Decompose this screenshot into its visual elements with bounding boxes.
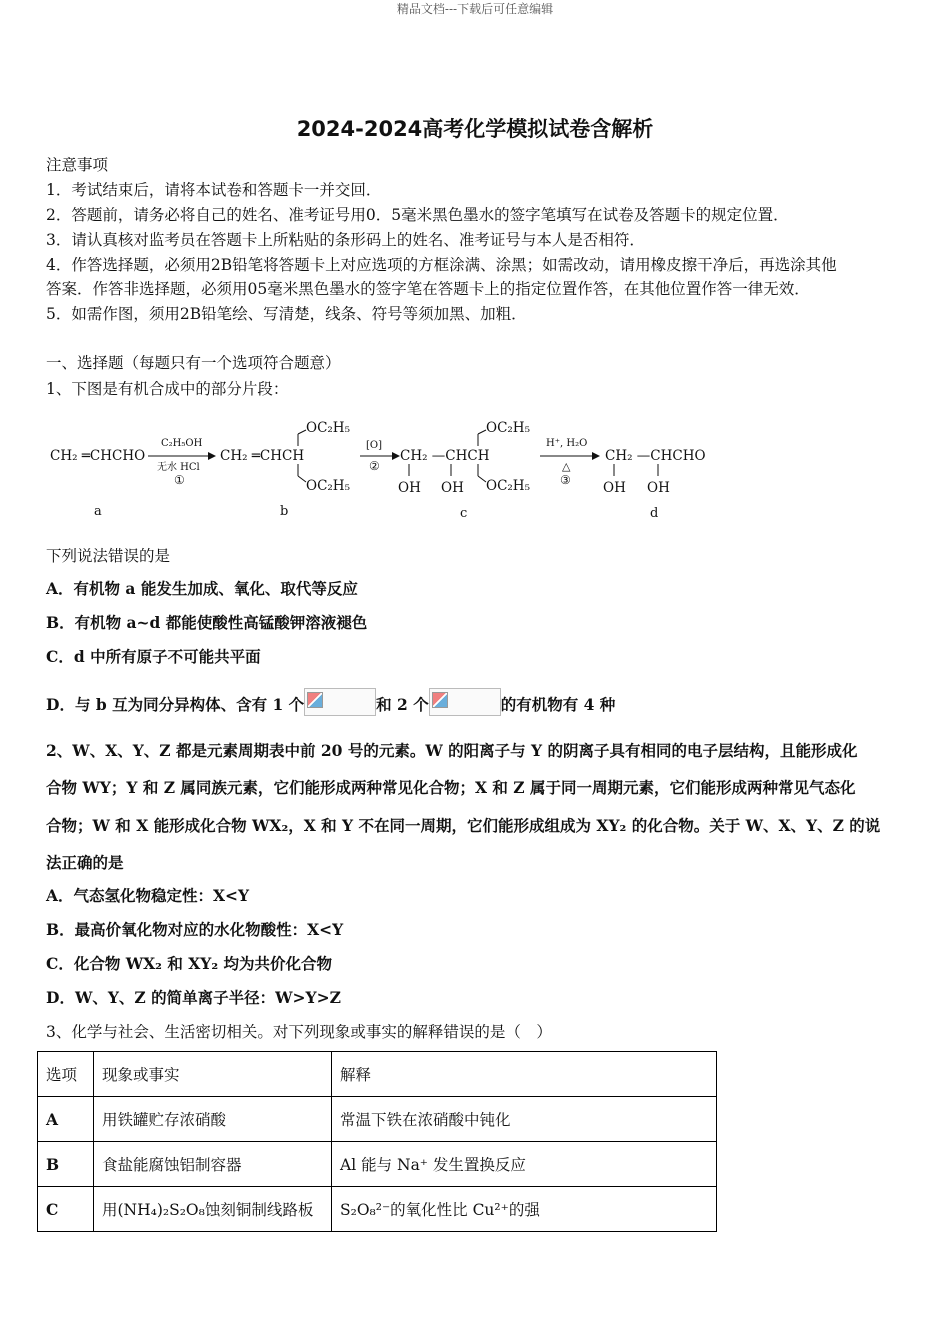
arrow-2-step: ②: [369, 459, 380, 473]
arrow-3-head: [592, 452, 600, 460]
q2-stem-line: 合物 WY；Y 和 Z 属同族元素，它们能形成两种常见化合物；X 和 Z 属于同一周期元素，它们能形成两种常见气态化: [46, 778, 856, 797]
q2-stem-line: 2、W、X、Y、Z 都是元素周期表中前 20 号的元素。W 的阳离子与 Y 的阴离子具有相同的电子层结构，且能形成化: [46, 741, 858, 760]
compound-c: CH₂ —CHCH: [400, 448, 490, 464]
arrow-3-heat: △: [562, 460, 571, 473]
d-hydroxyl-2: OH: [647, 480, 670, 496]
table-header-cell: 选项: [38, 1052, 94, 1097]
q3-stem: 3、化学与社会、生活密切相关。对下列现象或事实的解释错误的是（ ）: [46, 1023, 552, 1041]
arrow-1-reagent: C₂H₅OH: [161, 438, 203, 449]
arrow-3-step: ③: [560, 473, 571, 487]
broken-image-icon: [304, 688, 376, 716]
b-substituent-top: OC₂H₅: [306, 420, 350, 436]
notice-item: 3．请认真核对监考员在答题卡上所粘贴的条形码上的姓名、准考证号与本人是否相符．: [46, 231, 645, 249]
arrow-2-reagent: [O]: [366, 440, 383, 451]
table-cell: 常温下铁在浓硝酸中钝化: [332, 1097, 717, 1142]
bond: [298, 430, 306, 434]
notice-item: 1．考试结束后，请将本试卷和答题卡一并交回．: [46, 181, 382, 199]
table-cell: C: [38, 1187, 94, 1232]
c-hydroxyl-1: OH: [398, 480, 421, 496]
q1-option-a: A．有机物 a 能发生加成、氧化、取代等反应: [46, 579, 358, 598]
b-substituent-bottom: OC₂H₅: [306, 478, 350, 494]
q1-stem: 1、下图是有机合成中的部分片段：: [46, 380, 289, 398]
table-row: [38, 1187, 717, 1232]
table-header-row: [38, 1052, 717, 1097]
broken-image-icon: [429, 688, 501, 716]
table-cell: B: [38, 1142, 94, 1187]
q1-option-d-post: 的有机物有 4 种: [500, 695, 616, 714]
table-cell: 食盐能腐蚀铝制容器: [94, 1142, 332, 1187]
table-cell: Al 能与 Na⁺ 发生置换反应: [332, 1142, 717, 1187]
q1-option-d-pre: D．与 b 互为同分异构体、含有 1 个: [46, 695, 305, 714]
arrow-2-head: [392, 452, 400, 460]
c-substituent-top: OC₂H₅: [486, 420, 530, 436]
compound-a: CH₂ ═CHCHO: [50, 448, 146, 464]
page-title: 2024-2024高考化学模拟试卷含解析: [296, 117, 654, 141]
q1-option-d-mid: 和 2 个: [376, 695, 429, 714]
table-cell: 用铁罐贮存浓硝酸: [94, 1097, 332, 1142]
c-hydroxyl-2: OH: [441, 480, 464, 496]
table-cell: A: [38, 1097, 94, 1142]
label-a: a: [94, 504, 102, 519]
q1-question: 下列说法错误的是: [46, 547, 171, 565]
q1-option-c: C．d 中所有原子不可能共平面: [46, 647, 261, 666]
c-substituent-bottom: OC₂H₅: [486, 478, 530, 494]
table-row: [38, 1097, 717, 1142]
compound-d: CH₂ —CHCHO: [605, 448, 706, 464]
compound-b: CH₂ ═CHCH: [220, 448, 305, 464]
table-cell: 用(NH₄)₂S₂O₈蚀刻铜制线路板: [94, 1187, 332, 1232]
bond: [478, 430, 486, 434]
arrow-1-head: [208, 452, 216, 460]
q2-stem-line: 法正确的是: [46, 853, 124, 872]
arrow-1-condition: 无水 HCl: [157, 462, 200, 473]
q2-stem-line: 合物；W 和 X 能形成化合物 WX₂，X 和 Y 不在同一周期，它们能形成组成为 XY₂ 的化合物。关于 W、X、Y、Z 的说: [46, 816, 881, 835]
table-row: [38, 1142, 717, 1187]
notice-item: 4．作答选择题，必须用2B铅笔将答题卡上对应选项的方框涂满、涂黑；如需改动，请用橡皮擦干净后，再选涂其他: [46, 256, 837, 274]
d-hydroxyl-1: OH: [603, 480, 626, 496]
notice-item: 5．如需作图，须用2B铅笔绘、写清楚，线条、符号等须加黑、加粗．: [46, 305, 527, 323]
q1-option-b: B．有机物 a~d 都能使酸性高锰酸钾溶液褪色: [46, 613, 368, 632]
table-header-cell: 现象或事实: [94, 1052, 332, 1097]
q2-option-d: D．W、Y、Z 的简单离子半径：W>Y>Z: [46, 988, 341, 1007]
label-d: d: [650, 506, 659, 521]
bond: [298, 476, 306, 482]
notice-item: 2．答题前，请务必将自己的姓名、准考证号用0．5毫米黑色墨水的签字笔填写在试卷及答题卡的规定位置．: [46, 206, 789, 224]
arrow-1-step: ①: [174, 473, 185, 487]
table-cell: S₂O₈²⁻的氧化性比 Cu²⁺的强: [332, 1187, 717, 1232]
q3-table: [37, 1051, 717, 1232]
section-heading: 一、选择题（每题只有一个选项符合题意）: [46, 354, 341, 372]
q2-option-b: B．最高价氧化物对应的水化物酸性：X<Y: [46, 920, 344, 939]
label-c: c: [460, 506, 468, 521]
notice-item: 答案．作答非选择题，必须用05毫米黑色墨水的签字笔在答题卡上的指定位置作答，在其他位置作答一律无效．: [46, 280, 810, 298]
bond: [478, 476, 486, 482]
label-b: b: [280, 504, 289, 519]
reaction-scheme: [40, 412, 720, 527]
table-header-cell: 解释: [332, 1052, 717, 1097]
q1-option-d: [46, 688, 615, 716]
q2-option-a: A．气态氢化物稳定性：X<Y: [46, 886, 250, 905]
q2-option-c: C．化合物 WX₂ 和 XY₂ 均为共价化合物: [46, 954, 333, 973]
notice-heading: 注意事项: [46, 156, 109, 174]
arrow-3-reagent: H⁺, H₂O: [546, 438, 588, 449]
page-header: 精品文档---下载后可任意编辑: [396, 2, 554, 16]
